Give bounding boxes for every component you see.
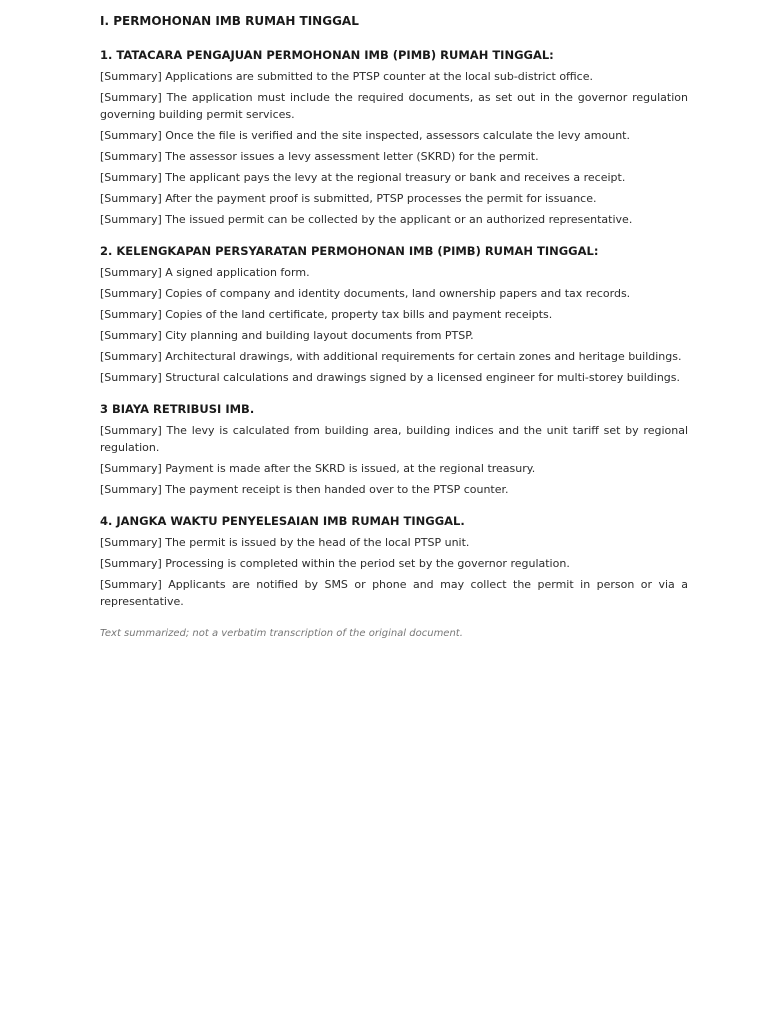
- section-item: [Summary] Applicants are notified by SMS or phone and may collect the permit in person or via a representative.: [100, 578, 688, 608]
- document-section: [100, 48, 688, 228]
- section-item: [Summary] The assessor issues a levy assessment letter (SKRD) for the permit.: [100, 150, 539, 163]
- section-item: [Summary] The levy is calculated from building area, building indices and the unit tariff set by regional regulation.: [100, 424, 688, 454]
- section-item: [Summary] Processing is completed within the period set by the governor regulation.: [100, 557, 570, 570]
- section-heading: 3 BIAYA RETRIBUSI IMB.: [100, 402, 255, 416]
- document-sections: [100, 48, 688, 610]
- summary-note: Text summarized; not a verbatim transcription of the original document.: [100, 628, 463, 639]
- document-section: [100, 402, 688, 498]
- document-title: I. PERMOHONAN IMB RUMAH TINGGAL: [100, 14, 359, 28]
- section-heading: 1. TATACARA PENGAJUAN PERMOHONAN IMB (PIMB) RUMAH TINGGAL:: [100, 48, 554, 62]
- section-item: [Summary] A signed application form.: [100, 266, 310, 279]
- section-item: [Summary] Copies of company and identity documents, land ownership papers and tax records.: [100, 287, 631, 300]
- section-heading: 2. KELENGKAPAN PERSYARATAN PERMOHONAN IMB (PIMB) RUMAH TINGGAL:: [100, 244, 599, 258]
- section-item: [Summary] The payment receipt is then handed over to the PTSP counter.: [100, 483, 509, 496]
- section-item: [Summary] The permit is issued by the head of the local PTSP unit.: [100, 536, 470, 549]
- section-item: [Summary] Architectural drawings, with additional requirements for certain zones and heritage buildings.: [100, 350, 682, 363]
- section-item: [Summary] Copies of the land certificate, property tax bills and payment receipts.: [100, 308, 553, 321]
- section-item: [Summary] After the payment proof is submitted, PTSP processes the permit for issuance.: [100, 192, 597, 205]
- document-section: [100, 514, 688, 610]
- section-item: [Summary] City planning and building layout documents from PTSP.: [100, 329, 474, 342]
- section-item: [Summary] Structural calculations and drawings signed by a licensed engineer for multi-storey buildings.: [100, 371, 681, 384]
- section-item: [Summary] The issued permit can be collected by the applicant or an authorized representative.: [100, 213, 633, 226]
- section-item: [Summary] Applications are submitted to the PTSP counter at the local sub-district office.: [100, 70, 593, 83]
- section-heading: 4. JANGKA WAKTU PENYELESAIAN IMB RUMAH TINGGAL.: [100, 514, 465, 528]
- section-item: [Summary] The applicant pays the levy at the regional treasury or bank and receives a receipt.: [100, 171, 626, 184]
- section-item: [Summary] The application must include the required documents, as set out in the governor regulation governing building permit services.: [100, 91, 688, 121]
- section-item: [Summary] Once the file is verified and the site inspected, assessors calculate the levy amount.: [100, 129, 630, 142]
- document-section: [100, 244, 688, 386]
- section-item: [Summary] Payment is made after the SKRD is issued, at the regional treasury.: [100, 462, 536, 475]
